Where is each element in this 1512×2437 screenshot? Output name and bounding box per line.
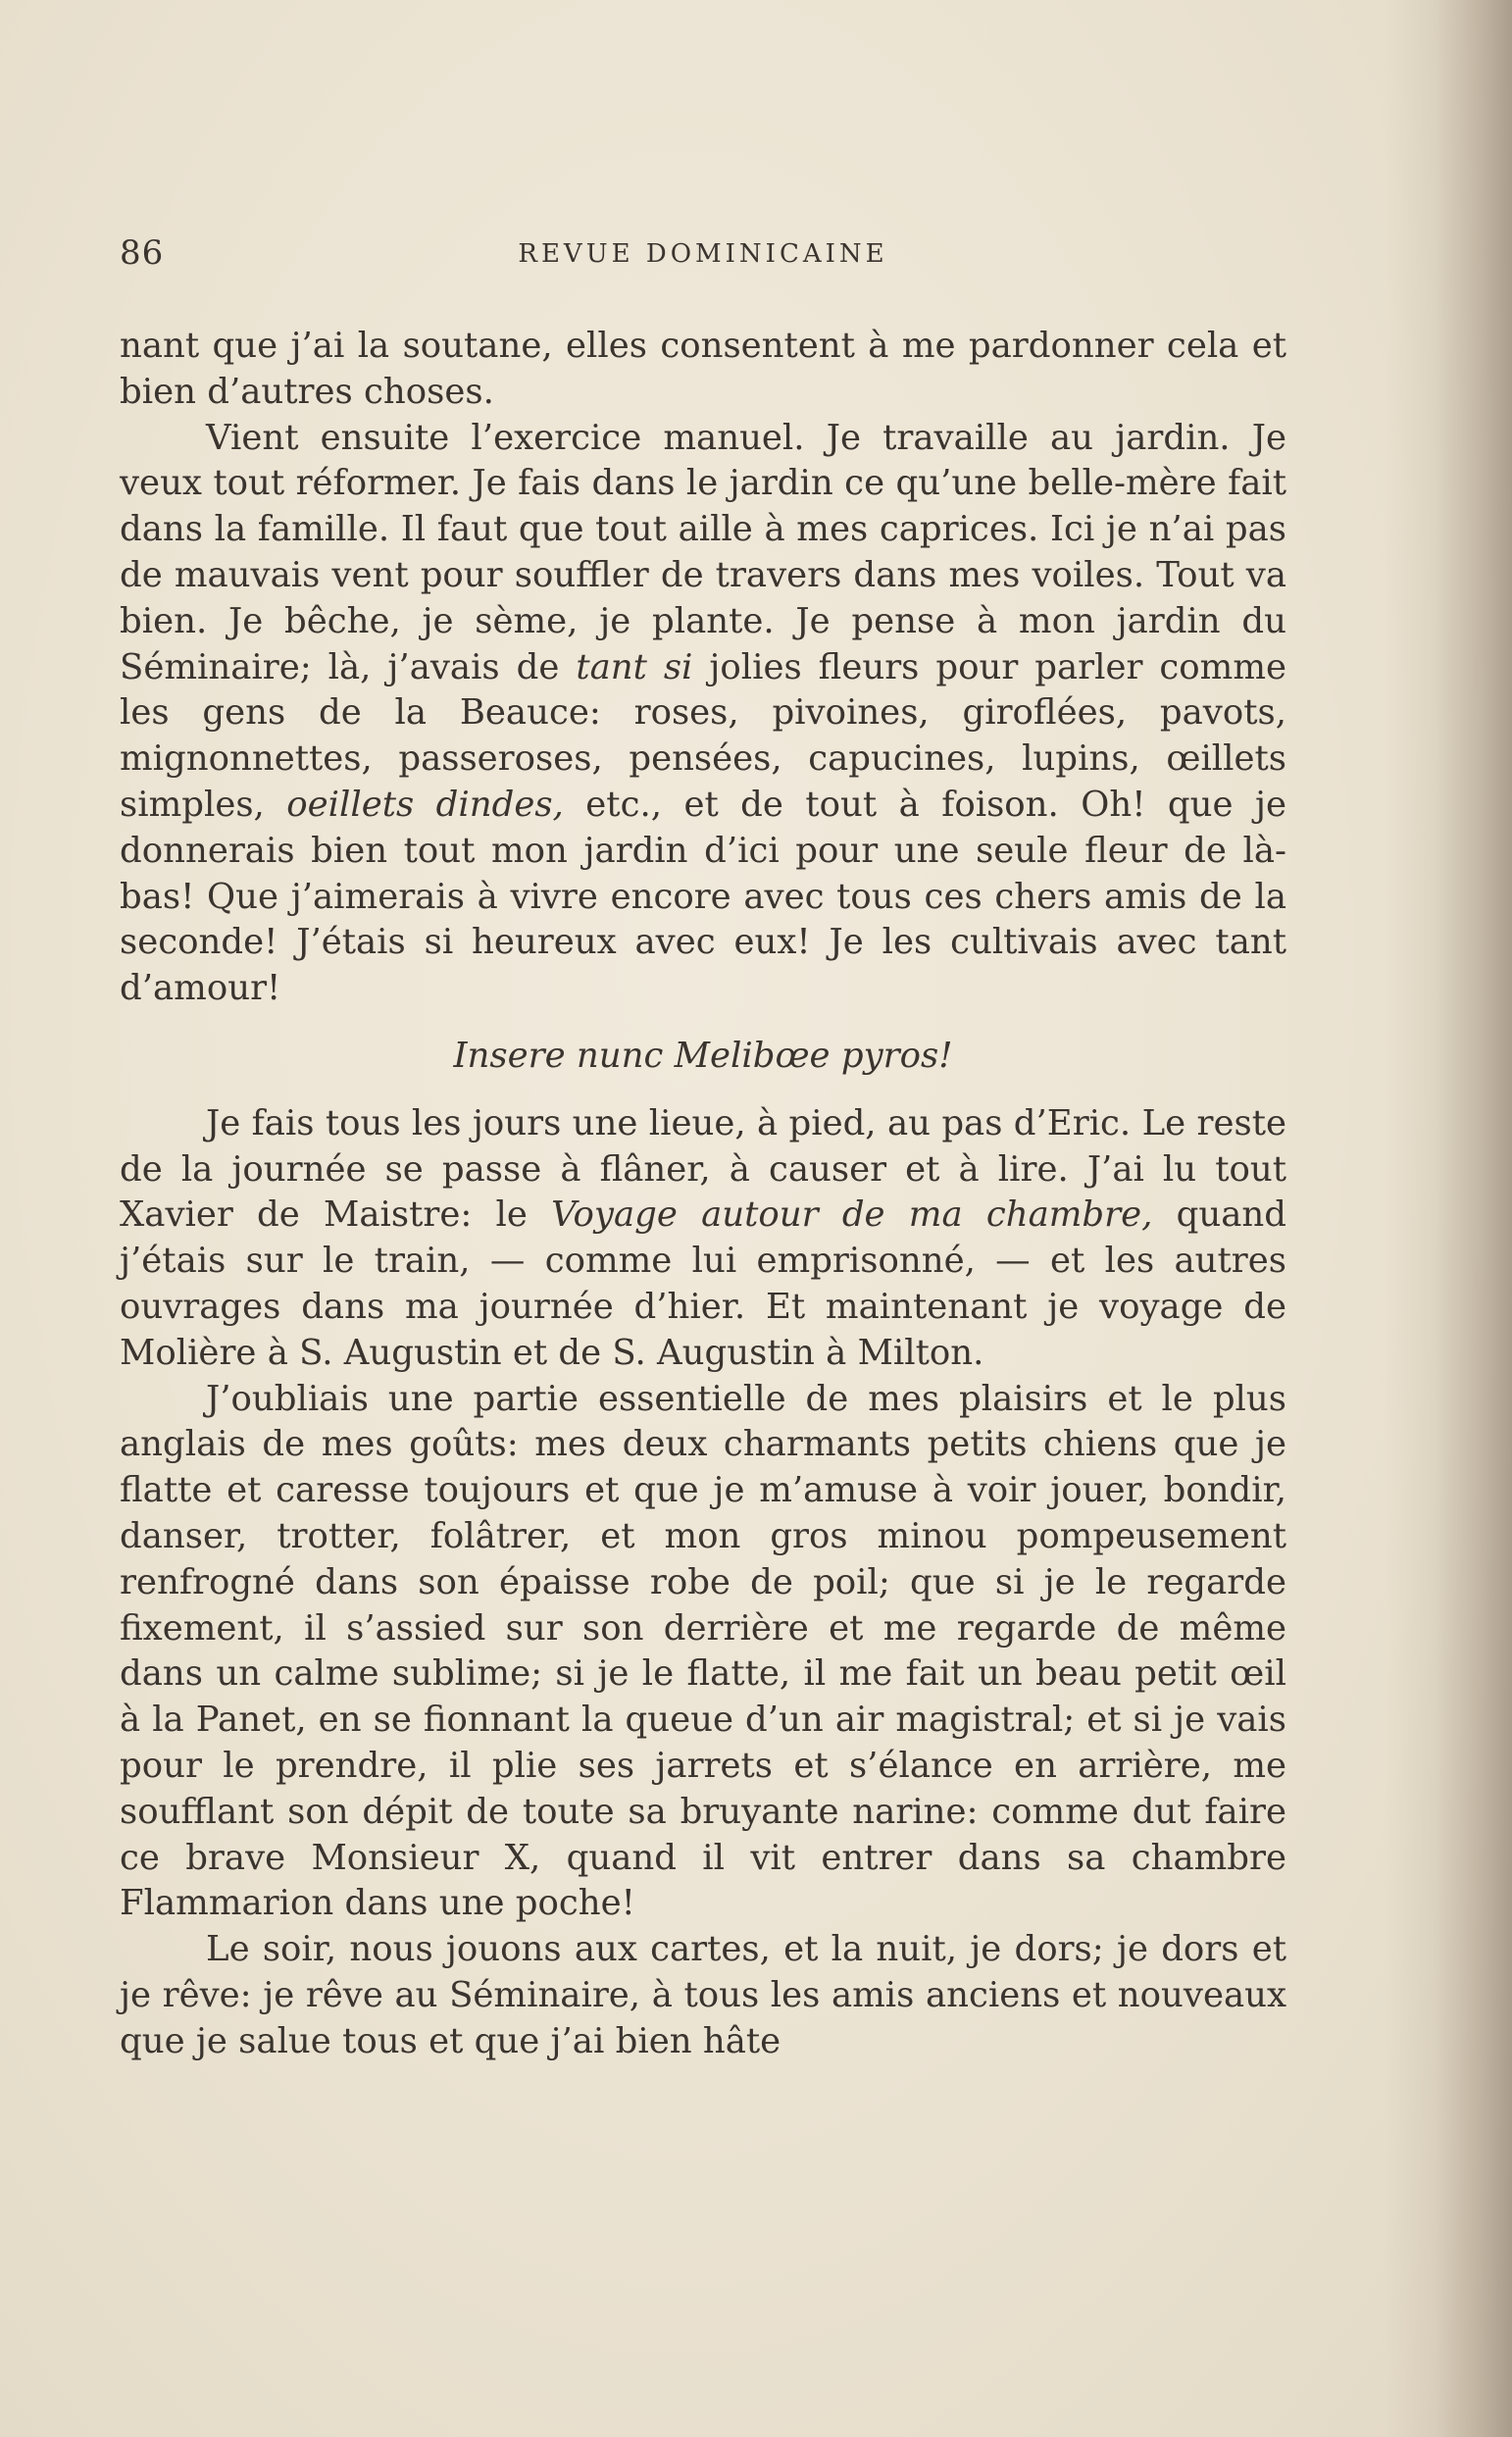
paragraph-1	[120, 324, 1286, 416]
paragraph-2-italic-a: tant si	[576, 646, 693, 687]
running-title: REVUE DOMINICAINE	[518, 239, 888, 269]
paragraph-2-text-a: Vient ensuite l’exercice manuel. Je travaille au jardin. Je veux tout réformer. Je fais dans le jardin ce qu’une belle-mère fait dans la famille. Il faut que tout aille à mes caprices. Ici je n’ai pas de mauvais vent pour souffler de travers dans mes voiles. Tout va bien. Je bêche, je sème, je plante. Je pense à mon jardin du Séminaire; là, j’avais de	[120, 417, 1286, 687]
paragraph-2	[120, 416, 1286, 1012]
paragraph-1-text: nant que j’ai la soutane, elles consentent à me pardonner cela et bien d’autres choses.	[120, 326, 1286, 412]
paragraph-5	[120, 1927, 1286, 2064]
paragraph-2-text-c: etc., et de tout à foison. Oh! que je donnerais bien tout mon jardin d’ici pour une seule fleur de là-bas! Que j’aimerais à vivre encore avec tous ces chers amis de la seconde! J’étais si heureux avec eux! Je les cultivais avec tant d’amour!	[120, 784, 1286, 1009]
paragraph-3-italic: Voyage autour de ma chambre,	[551, 1194, 1153, 1236]
paragraph-3-text-a: Je fais tous les jours une lieue, à pied, au pas d’Eric. Le reste de la journée se passe à flâner, à causer et à lire. J’ai lu tout Xavier de Maistre: le	[120, 1102, 1286, 1236]
page-header	[120, 233, 1286, 282]
paragraph-3-text-b: quand j’étais sur le train, — comme lui emprisonné, — et les autres ouvrages dans ma journée d’hier. Et maintenant je voyage de Molière à S. Augustin et de S. Augustin à Milton.	[120, 1194, 1286, 1373]
latin-verse: Insere nunc Melibœe pyros!	[453, 1035, 953, 1076]
body-text	[120, 324, 1286, 2064]
paragraph-4-text: J’oubliais une partie essentielle de mes plaisirs et le plus anglais de mes goûts: mes deux charmants petits chiens que je flatte et caresse toujours et que je m’amuse à voir jouer, bondir, danser, trotter, folâtrer, et mon gros minou pompeusement renfrogné dans son épaisse robe de poil; que si je le regarde fixement, il s’assied sur son derrière et me regarde de même dans un calme sublime; si je le flatte, il me fait un beau petit œil à la Panet, en se fionnant la queue d’un air magistral; et si je vais pour le prendre, il plie ses jarrets et s’élance en arrière, me soufflant son dépit de toute sa bruyante narine: comme dut faire ce brave Monsieur X, quand il vit entrer dans sa chambre Flammarion dans une poche!	[120, 1378, 1286, 1924]
paragraph-2-text-b: jolies fleurs pour parler comme les gens de la Beauce: roses, pivoines, giroflées, pavots, mignonnettes, passeroses, pensées, capucines, lupins, œillets simples,	[120, 646, 1287, 825]
paragraph-2-italic-b: oeillets dindes,	[286, 784, 564, 825]
paragraph-4	[120, 1377, 1286, 1928]
paragraph-5-text: Le soir, nous jouons aux cartes, et la nuit, je dors; je dors et je rêve: je rêve au Séminaire, à tous les amis anciens et nouveaux que je salue tous et que j’ai bien hâte	[120, 1929, 1286, 2061]
page-number: 86	[120, 233, 165, 273]
page-gutter-shadow	[1385, 0, 1512, 2437]
paragraph-3	[120, 1101, 1286, 1377]
